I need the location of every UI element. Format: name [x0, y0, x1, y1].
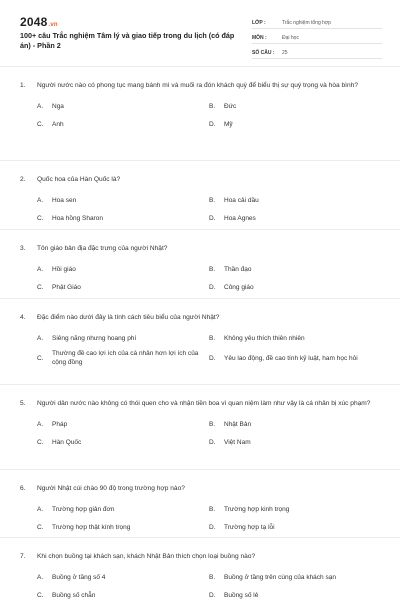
meta-subject-label: MÔN : [252, 35, 267, 41]
question-number: 5. [20, 400, 26, 407]
option-text: Trường hợp thật kính trọng [52, 523, 131, 531]
option-text: Hoa cải dầu [224, 196, 259, 204]
question-text: Người Nhật cúi chào 90 độ trong trường hợp nào? [37, 485, 185, 492]
site-logo[interactable] [20, 15, 58, 29]
option-letter: B. [209, 420, 216, 428]
option-b[interactable] [209, 262, 381, 280]
option-letter: B. [209, 505, 216, 513]
meta-class-row [252, 16, 382, 29]
option-a[interactable] [37, 570, 209, 588]
meta-count-row [252, 46, 382, 59]
option-text: Pháp [52, 420, 68, 428]
option-letter: C. [37, 120, 44, 128]
option-text: Yêu lao động, đề cao tính kỷ luật, ham học hỏi [224, 354, 358, 362]
option-c[interactable] [37, 520, 209, 538]
option-c[interactable] [37, 349, 209, 371]
option-a[interactable] [37, 331, 209, 349]
answer-options [20, 185, 380, 233]
question-3 [0, 230, 400, 299]
option-letter: B. [209, 102, 216, 110]
answer-options [20, 409, 380, 457]
option-text: Nhật Bản [224, 420, 252, 428]
option-text: Thần đạo [224, 265, 252, 273]
question-number: 3. [20, 245, 26, 252]
question-list [0, 67, 400, 600]
answer-options [20, 254, 380, 302]
question-text: Người dân nước nào không có thói quen cho và nhận tiền boa vì quan niệm làm như vậy là cá nhân bị xúc phạm? [37, 400, 371, 407]
option-a[interactable] [37, 262, 209, 280]
option-text: Đức [224, 102, 237, 110]
question-number: 6. [20, 485, 26, 492]
option-text: Trường hợp giản đơn [52, 505, 115, 513]
option-text: Hồi giáo [52, 265, 76, 273]
option-text: Công giáo [224, 283, 254, 291]
option-letter: D. [209, 438, 216, 446]
question-text: Đặc điểm nào dưới đây là tính cách tiêu biểu của người Nhật? [37, 314, 220, 321]
option-b[interactable] [209, 502, 381, 520]
option-text: Buồng số chẵn [52, 591, 96, 599]
meta-class-value: Trắc nghiệm tổng hợp [282, 20, 331, 26]
logo-main: 2048 [20, 15, 48, 29]
option-a[interactable] [37, 417, 209, 435]
question-7 [0, 538, 400, 600]
option-d[interactable] [209, 349, 381, 371]
option-letter: D. [209, 354, 216, 362]
question-4 [0, 299, 400, 385]
option-letter: A. [37, 334, 44, 342]
option-letter: C. [37, 523, 44, 531]
option-text: Phật Giáo [52, 283, 81, 291]
answer-options [20, 323, 380, 375]
option-c[interactable] [37, 435, 209, 453]
option-letter: D. [209, 120, 216, 128]
option-letter: B. [209, 196, 216, 204]
option-letter: B. [209, 265, 216, 273]
option-a[interactable] [37, 193, 209, 211]
option-c[interactable] [37, 588, 209, 600]
logo-tld: .vn [48, 22, 58, 28]
page-header [0, 0, 400, 66]
option-b[interactable] [209, 331, 381, 349]
option-text: Không yêu thích thiên nhiên [224, 334, 305, 342]
option-letter: C. [37, 214, 44, 222]
option-letter: D. [209, 214, 216, 222]
option-text: Trường hợp tạ lỗi [224, 523, 275, 531]
option-letter: A. [37, 102, 44, 110]
option-text: Anh [52, 120, 64, 128]
option-letter: B. [209, 573, 216, 581]
question-number: 4. [20, 314, 26, 321]
option-text: Mỹ [224, 120, 233, 128]
option-letter: C. [37, 438, 44, 446]
question-5 [0, 385, 400, 470]
option-c[interactable] [37, 280, 209, 298]
question-text: Người nước nào có phong tục mang bánh mì và muối ra đón khách quý để biểu thị sự quý trọng và hòa bình? [37, 82, 359, 89]
option-text: Buồng ở tầng trên cùng của khách sạn [224, 573, 336, 581]
question-text: Tôn giáo bản địa đặc trưng của người Nhật? [37, 245, 168, 252]
option-text: Trường hợp kinh trọng [224, 505, 290, 513]
option-text: Thường đề cao lợi ích của cá nhân hơn lợi ích của cộng đồng [52, 350, 199, 366]
question-number: 1. [20, 82, 26, 89]
option-letter: B. [209, 334, 216, 342]
answer-options [20, 494, 380, 542]
question-text: Quốc hoa của Hàn Quốc là? [37, 176, 121, 183]
meta-count-value: 25 [282, 50, 288, 56]
option-d[interactable] [209, 520, 381, 538]
question-1 [0, 67, 400, 161]
option-text: Hoa hồng Sharon [52, 214, 103, 222]
option-a[interactable] [37, 99, 209, 117]
option-letter: C. [37, 283, 44, 291]
option-text: Buồng ở tầng số 4 [52, 573, 106, 581]
meta-class-label: LỚP : [252, 20, 266, 26]
option-letter: C. [37, 354, 44, 362]
document-meta [252, 16, 382, 61]
meta-subject-row [252, 31, 382, 44]
option-text: Việt Nam [224, 438, 251, 446]
option-text: Hàn Quốc [52, 438, 82, 446]
option-letter: A. [37, 505, 44, 513]
option-b[interactable] [209, 193, 381, 211]
option-text: Nga [52, 102, 64, 110]
answer-options [20, 562, 380, 600]
question-text: Khi chọn buồng tại khách sạn, khách Nhật Bản thích chọn loại buồng nào? [37, 553, 256, 560]
question-number: 7. [20, 553, 26, 560]
meta-subject-value: Đại học [282, 35, 299, 41]
option-d[interactable] [209, 435, 381, 453]
option-d[interactable] [209, 588, 381, 600]
option-letter: D. [209, 283, 216, 291]
option-b[interactable] [209, 570, 381, 588]
option-a[interactable] [37, 502, 209, 520]
meta-count-label: SỐ CÂU : [252, 50, 275, 56]
option-text: Hoa sen [52, 196, 77, 204]
option-letter: D. [209, 591, 216, 599]
question-6 [0, 470, 400, 538]
question-2 [0, 161, 400, 230]
option-letter: C. [37, 591, 44, 599]
option-d[interactable] [209, 280, 381, 298]
option-text: Buồng số lẻ [224, 591, 259, 599]
option-letter: A. [37, 196, 44, 204]
option-text: Hoa Agnes [224, 214, 256, 222]
option-d[interactable] [209, 117, 381, 135]
question-number: 2. [20, 176, 26, 183]
option-b[interactable] [209, 417, 381, 435]
option-c[interactable] [37, 117, 209, 135]
option-c[interactable] [37, 211, 209, 229]
option-d[interactable] [209, 211, 381, 229]
option-text: Siêng năng nhưng hoang phí [52, 334, 137, 342]
option-letter: A. [37, 265, 44, 273]
option-letter: A. [37, 420, 44, 428]
option-letter: A. [37, 573, 44, 581]
option-b[interactable] [209, 99, 381, 117]
document-title: 100+ câu Trắc nghiệm Tâm lý và giao tiếp trong du lịch (có đáp án) - Phần 2 [20, 31, 235, 50]
option-letter: D. [209, 523, 216, 531]
answer-options [20, 91, 380, 139]
